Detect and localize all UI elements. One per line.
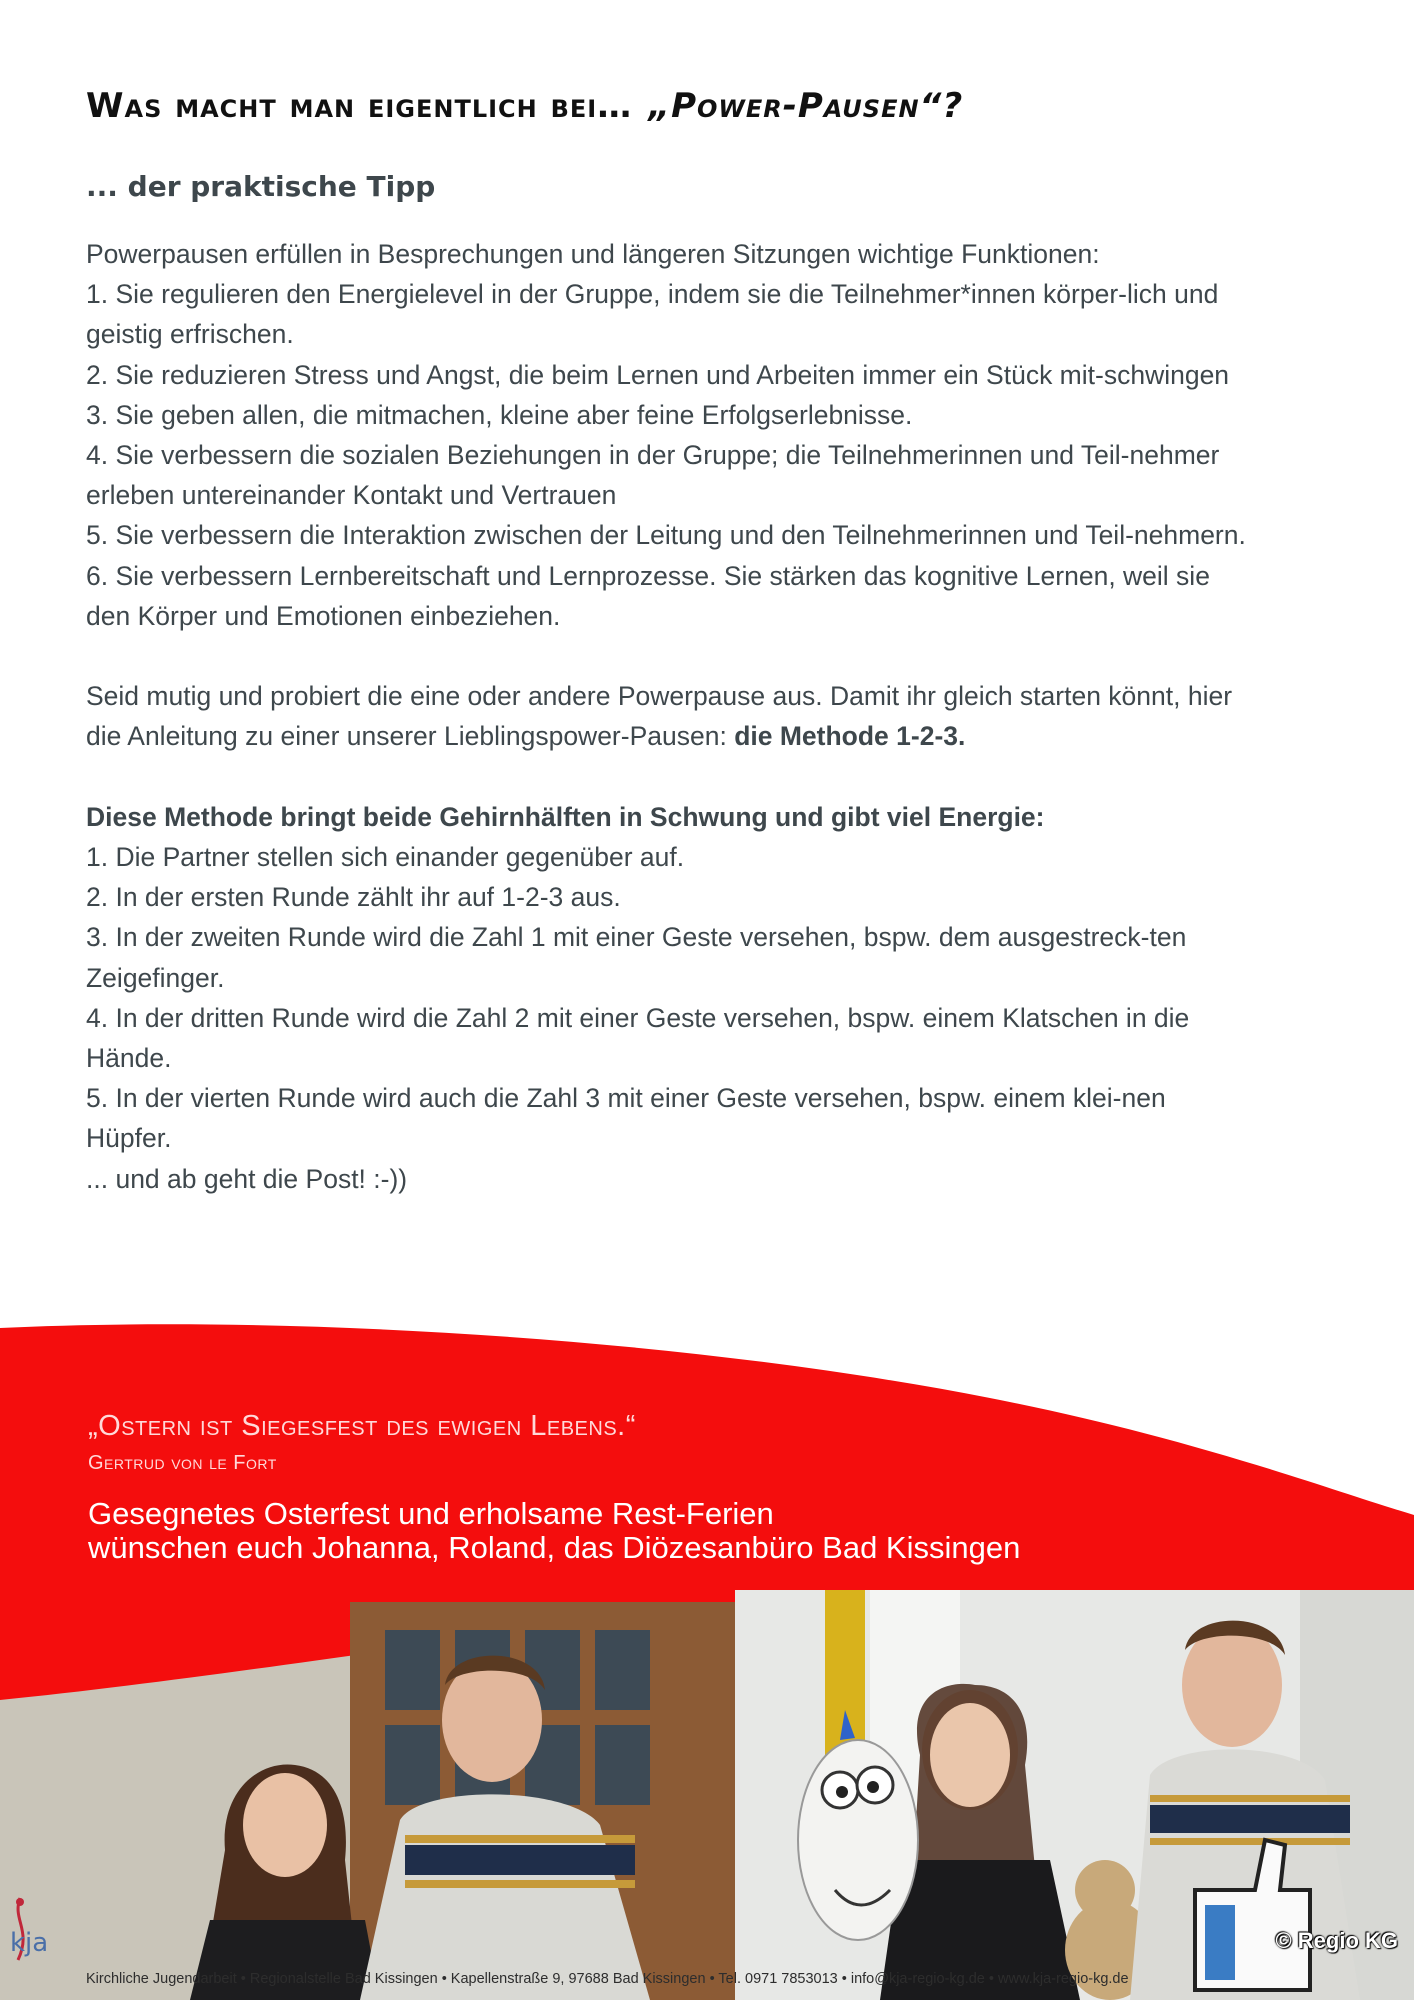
method-closing: ... und ab geht die Post! :-)) (86, 1163, 408, 1194)
mascot-sign (798, 1740, 918, 1940)
method-step: 5. In der vierten Runde wird auch die Zahl 3 mit einer Geste versehen, bspw. einem klei-nen Hüpfer. (86, 1083, 1166, 1154)
easter-quote: „Ostern ist Siegesfest des ewigen Lebens.“ (88, 1410, 636, 1442)
kja-logo-text: kja (10, 1928, 49, 1958)
title-emphasis: „Power-Pausen“? (648, 86, 964, 126)
greeting-line: Gesegnetes Osterfest und erholsame Rest-Ferien (88, 1496, 774, 1531)
method-step: 4. In der dritten Runde wird die Zahl 2 mit einer Geste versehen, bspw. einem Klatschen in die Hände. (86, 1002, 1190, 1074)
method-title: Diese Methode bringt beide Gehirnhälften in Schwung und gibt viel Energie: (86, 801, 1045, 832)
photo-copyright: © Regio KG (1275, 1928, 1398, 1953)
intro-point: 6. Sie verbessern Lernbereitschaft und Lernprozesse. Sie stärken das kognitive Lernen, weil sie den Körper und Emotionen einbeziehen. (86, 560, 1210, 631)
intro-point: 5. Sie verbessern die Interaktion zwischen der Leitung und den Teilnehmerinnen und Teil-nehmern. (86, 520, 1246, 551)
intro-point: 4. Sie verbessern die sozialen Beziehungen in der Gruppe; die Teilnehmerinnen und Teil-nehmer erleben untereinander Kontakt und Vertrauen (86, 440, 1220, 511)
intro-lead: Powerpausen erfüllen in Besprechungen und längeren Sitzungen wichtige Funktionen: (86, 239, 1100, 269)
method-step: 1. Die Partner stellen sich einander gegenüber auf. (86, 842, 685, 873)
greeting-line: wünschen euch Johanna, Roland, das Diözesanbüro Bad Kissingen (88, 1530, 1021, 1565)
encourage-text: Seid mutig und probiert die eine oder andere Powerpause aus. Damit ihr gleich starten könnt, hier die Anleitung zu einer unserer Lieblingspower-Pausen: (86, 681, 1233, 752)
page-title (86, 86, 963, 126)
greeting-text (88, 1497, 1020, 1565)
quote-author: Gertrud von le Fort (88, 1452, 277, 1474)
method-step: 2. In der ersten Runde zählt ihr auf 1-2-3 aus. (86, 882, 621, 913)
article-body (86, 234, 1246, 1199)
encourage-paragraph (86, 676, 1246, 756)
team-photo (0, 1590, 1414, 2000)
intro-point: 2. Sie reduzieren Stress und Angst, die beim Lernen und Arbeiten immer ein Stück mit-schwingen (86, 359, 1230, 390)
footer-contact: Kirchliche Jugendarbeit • Regionalstelle Bad Kissingen • Kapellenstraße 9, 97688 Bad Kissingen • Tel. 0971 7853013 • info@kja-regio-kg.de • www.kja-regio-kg.de (86, 1971, 1129, 1987)
method-name: die Methode 1-2-3. (734, 721, 966, 752)
method-step: 3. In der zweiten Runde wird die Zahl 1 mit einer Geste versehen, bspw. dem ausgestreck-ten Zeigefinger. (86, 922, 1187, 993)
intro-point: 1. Sie regulieren den Energielevel in der Gruppe, indem sie die Teilnehmer*innen körper-lich und geistig erfrischen. (86, 279, 1219, 350)
section-subtitle: ... der praktische Tipp (86, 170, 436, 203)
intro-point: 3. Sie geben allen, die mitmachen, kleine aber feine Erfolgserlebnisse. (86, 399, 913, 430)
person-man-right (1182, 1623, 1282, 1747)
person-man-left (442, 1658, 542, 1782)
title-main: Was macht man eigentlich bei… (86, 86, 633, 126)
